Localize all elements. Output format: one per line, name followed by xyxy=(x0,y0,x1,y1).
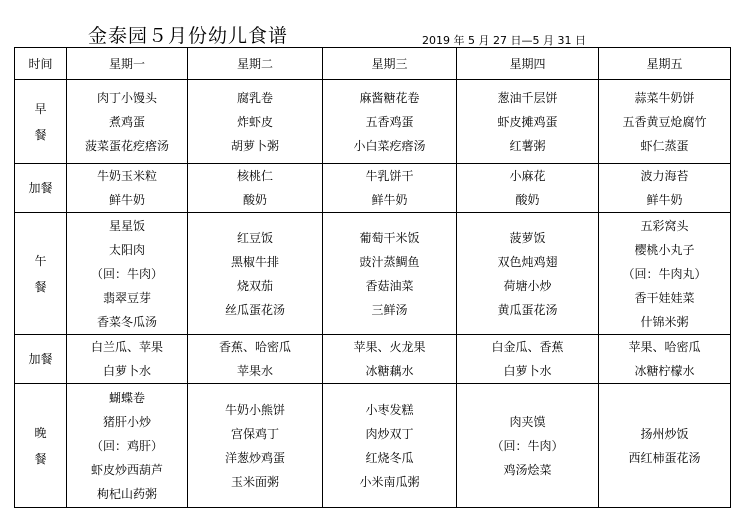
menu-cell-dinner-thursday xyxy=(457,384,599,508)
dish-item: 鲜牛奶 xyxy=(108,193,145,207)
date-range: 2019 年 5 月 27 日—5 月 31 日 xyxy=(422,34,586,47)
menu-cell-snack-afternoon-wednesday xyxy=(323,335,457,384)
dish-item: （回：牛肉丸） xyxy=(622,266,707,281)
dish-item: 牛奶小熊饼 xyxy=(224,402,285,417)
meal-row-lunch xyxy=(15,213,731,335)
dish-item: 猪肝小炒 xyxy=(102,414,151,429)
dish-item: 酸奶 xyxy=(515,193,540,207)
dish-item: 牛奶玉米粒 xyxy=(96,169,157,183)
dish-item: 黑椒牛排 xyxy=(230,254,279,269)
dish-item: 翡翠豆芽 xyxy=(102,290,151,305)
dish-item: 胡萝卜粥 xyxy=(230,138,279,153)
dish-item: 鸡汤烩菜 xyxy=(503,462,552,477)
dish-item: 白金瓜、香蕉 xyxy=(491,340,564,354)
meal-label-lunch xyxy=(15,213,67,335)
menu-table xyxy=(14,47,731,508)
menu-cell-snack-morning-wednesday xyxy=(323,164,457,213)
meal-label-text: 晚 xyxy=(34,425,47,440)
dish-item: 宫保鸡丁 xyxy=(230,426,279,441)
dish-item: 苹果、火龙果 xyxy=(353,340,426,354)
menu-cell-snack-morning-tuesday xyxy=(188,164,323,213)
dish-item: 葡萄干米饭 xyxy=(359,230,420,245)
dish-item: 白兰瓜、苹果 xyxy=(90,340,163,354)
dish-item: 烧双茄 xyxy=(236,278,273,293)
dish-item: 红薯粥 xyxy=(509,138,546,153)
dish-item: 五彩窝头 xyxy=(640,218,689,233)
day-header-friday: 星期五 xyxy=(599,48,731,80)
dish-item: 菠萝饭 xyxy=(509,230,546,245)
dish-item: 苹果水 xyxy=(236,364,273,378)
page-title: 金泰园５月份幼儿食谱 xyxy=(88,25,289,47)
meal-label-snack-morning xyxy=(15,164,67,213)
meal-label-breakfast xyxy=(15,80,67,164)
dish-item: 虾皮摊鸡蛋 xyxy=(497,114,558,129)
menu-cell-snack-afternoon-thursday xyxy=(457,335,599,384)
meal-label-text: 加餐 xyxy=(28,181,53,195)
meal-label-dinner xyxy=(15,384,67,508)
day-header-thursday: 星期四 xyxy=(457,48,599,80)
menu-cell-breakfast-thursday xyxy=(457,80,599,164)
dish-item: 小枣发糕 xyxy=(365,402,414,417)
dish-item: 苹果、哈密瓜 xyxy=(628,340,701,354)
menu-cell-snack-afternoon-monday xyxy=(67,335,188,384)
dish-item: 小米南瓜粥 xyxy=(359,474,420,489)
menu-cell-snack-afternoon-tuesday xyxy=(188,335,323,384)
dish-item: 肉炒双丁 xyxy=(365,426,414,441)
dish-item: 香菇油菜 xyxy=(365,278,414,293)
time-header: 时间 xyxy=(15,48,67,80)
dish-item: 蝴蝶卷 xyxy=(108,390,145,405)
dish-item: 丝瓜蛋花汤 xyxy=(224,302,285,317)
day-header-monday: 星期一 xyxy=(67,48,188,80)
dish-item: 麻酱糖花卷 xyxy=(359,90,420,105)
menu-cell-snack-morning-monday xyxy=(67,164,188,213)
meal-row-snack-morning xyxy=(15,164,731,213)
dish-item: 虾仁蒸蛋 xyxy=(640,138,689,153)
dish-item: 红烧冬瓜 xyxy=(365,450,414,465)
dish-item: （回：鸡肝） xyxy=(90,438,163,453)
menu-cell-lunch-tuesday xyxy=(188,213,323,335)
day-header-wednesday: 星期三 xyxy=(323,48,457,80)
dish-item: 蒜菜牛奶饼 xyxy=(634,90,695,105)
dish-item: 冰糖藕水 xyxy=(365,364,414,378)
dish-item: 香菜冬瓜汤 xyxy=(96,314,157,329)
dish-item: 洋葱炒鸡蛋 xyxy=(224,450,285,465)
dish-item: （回：牛肉） xyxy=(491,438,564,453)
dish-item: 什锦米粥 xyxy=(640,314,689,329)
dish-item: 红豆饭 xyxy=(236,230,273,245)
dish-item: 核桃仁 xyxy=(236,169,273,183)
dish-item: 白萝卜水 xyxy=(503,364,552,378)
meal-row-breakfast xyxy=(15,80,731,164)
menu-cell-snack-morning-friday xyxy=(599,164,731,213)
dish-item: 枸杞山药粥 xyxy=(96,486,157,501)
dish-item: 波力海苔 xyxy=(640,169,689,183)
dish-item: （回：牛肉） xyxy=(90,266,163,281)
menu-cell-breakfast-friday xyxy=(599,80,731,164)
menu-cell-snack-morning-thursday xyxy=(457,164,599,213)
menu-cell-dinner-wednesday xyxy=(323,384,457,508)
dish-item: 五香黄豆炝腐竹 xyxy=(622,114,707,129)
meal-label-text: 餐 xyxy=(34,127,47,142)
menu-cell-dinner-monday xyxy=(67,384,188,508)
dish-item: 小麻花 xyxy=(509,169,546,183)
menu-cell-lunch-thursday xyxy=(457,213,599,335)
dish-item: 炸虾皮 xyxy=(236,114,273,129)
dish-item: 白萝卜水 xyxy=(102,364,151,378)
meal-label-text: 午 xyxy=(34,253,47,268)
dish-item: 小白菜疙瘩汤 xyxy=(353,138,426,153)
dish-item: 虾皮炒西葫芦 xyxy=(90,462,163,477)
meal-label-text: 加餐 xyxy=(28,352,53,366)
menu-cell-lunch-friday xyxy=(599,213,731,335)
menu-cell-dinner-friday xyxy=(599,384,731,508)
menu-cell-breakfast-monday xyxy=(67,80,188,164)
dish-item: 香干娃娃菜 xyxy=(634,290,695,305)
dish-item: 荷塘小炒 xyxy=(503,278,552,293)
dish-item: 煮鸡蛋 xyxy=(108,114,145,129)
dish-item: 冰糖柠檬水 xyxy=(634,364,695,378)
dish-item: 鲜牛奶 xyxy=(646,193,683,207)
dish-item: 菠菜蛋花疙瘩汤 xyxy=(84,138,169,153)
menu-cell-lunch-monday xyxy=(67,213,188,335)
dish-item: 五香鸡蛋 xyxy=(365,114,414,129)
dish-item: 牛乳饼干 xyxy=(365,169,414,183)
menu-cell-dinner-tuesday xyxy=(188,384,323,508)
dish-item: 樱桃小丸子 xyxy=(634,242,695,257)
dish-item: 肉丁小馒头 xyxy=(96,90,157,105)
dish-item: 双色炖鸡翅 xyxy=(497,254,558,269)
dish-item: 玉米面粥 xyxy=(230,474,279,489)
header-row xyxy=(15,48,731,80)
menu-cell-snack-afternoon-friday xyxy=(599,335,731,384)
dish-item: 黄瓜蛋花汤 xyxy=(497,302,558,317)
dish-item: 西红柿蛋花汤 xyxy=(628,450,701,465)
dish-item: 三鲜汤 xyxy=(371,302,408,317)
dish-item: 豉汁蒸鲷鱼 xyxy=(359,254,420,269)
dish-item: 扬州炒饭 xyxy=(640,426,689,441)
meal-label-text: 早 xyxy=(34,101,47,116)
dish-item: 太阳肉 xyxy=(108,242,145,257)
dish-item: 酸奶 xyxy=(242,193,267,207)
menu-cell-breakfast-wednesday xyxy=(323,80,457,164)
day-header-tuesday: 星期二 xyxy=(188,48,323,80)
meal-row-dinner xyxy=(15,384,731,508)
dish-item: 腐乳卷 xyxy=(236,90,273,105)
dish-item: 肉夹馍 xyxy=(509,414,546,429)
meal-label-snack-afternoon xyxy=(15,335,67,384)
dish-item: 葱油千层饼 xyxy=(497,90,558,105)
meal-row-snack-afternoon xyxy=(15,335,731,384)
dish-item: 香蕉、哈密瓜 xyxy=(218,340,291,354)
menu-cell-lunch-wednesday xyxy=(323,213,457,335)
meal-label-text: 餐 xyxy=(34,279,47,294)
dish-item: 星星饭 xyxy=(108,218,145,233)
menu-cell-breakfast-tuesday xyxy=(188,80,323,164)
dish-item: 鲜牛奶 xyxy=(371,193,408,207)
meal-label-text: 餐 xyxy=(34,451,47,466)
